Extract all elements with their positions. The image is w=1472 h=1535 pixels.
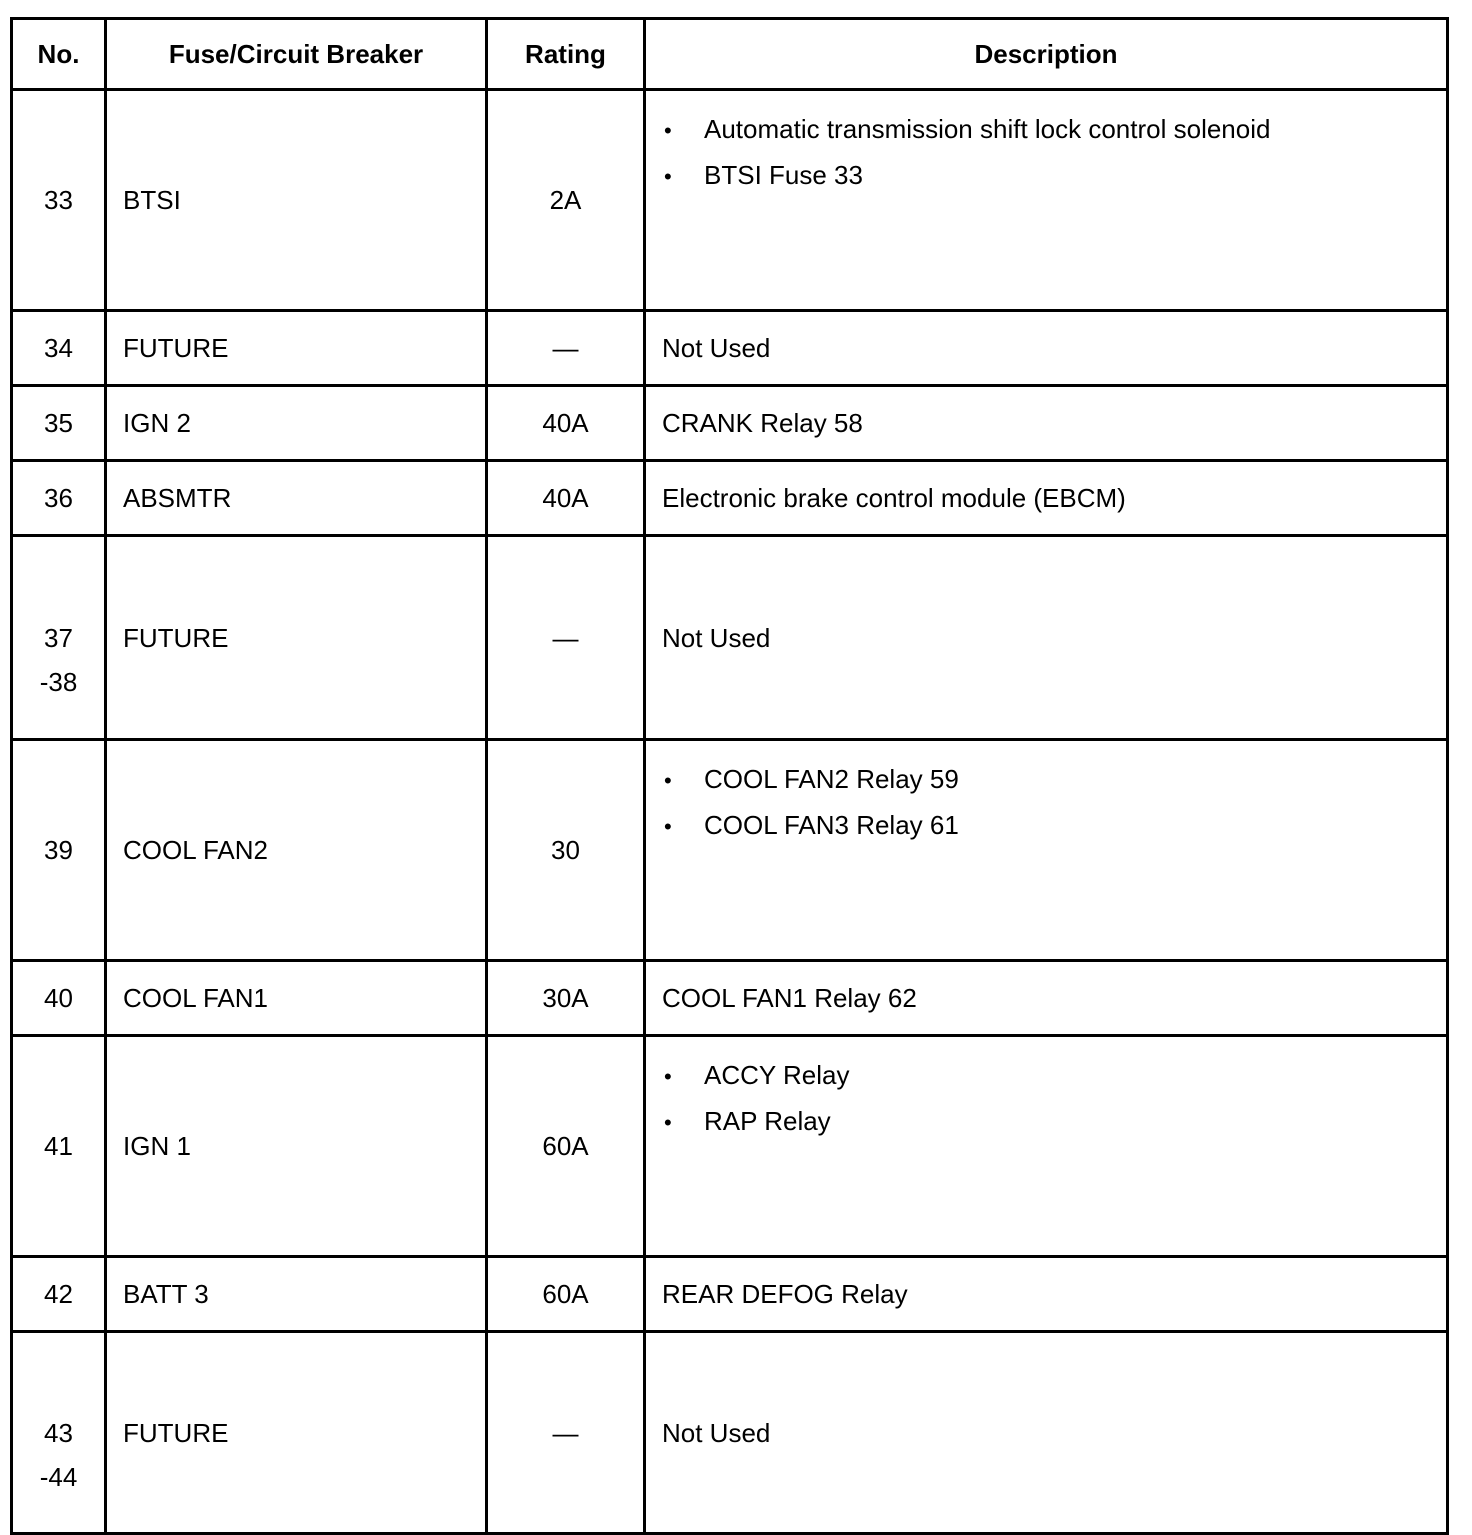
- table-row: [12, 1036, 1448, 1257]
- cell-fuse: BTSI: [106, 90, 487, 311]
- table-row: [12, 90, 1448, 311]
- no-text: 34: [44, 333, 73, 363]
- bullet-text: ACCY Relay: [704, 1060, 850, 1090]
- cell-rating: 60A: [487, 1257, 645, 1332]
- cell-no: [12, 1257, 106, 1332]
- cell-rating: 2A: [487, 90, 645, 311]
- cell-rating: —: [487, 536, 645, 740]
- bullet-icon: •: [664, 118, 672, 143]
- cell-rating: 40A: [487, 386, 645, 461]
- cell-fuse: COOL FAN1: [106, 961, 487, 1036]
- cell-fuse: COOL FAN2: [106, 740, 487, 961]
- header-no: No.: [12, 19, 106, 90]
- no-text: 40: [44, 983, 73, 1013]
- cell-description: Electronic brake control module (EBCM): [645, 461, 1448, 536]
- cell-no: [12, 90, 106, 311]
- cell-fuse: FUTURE: [106, 311, 487, 386]
- table-row: [12, 386, 1448, 461]
- bullet-item: [662, 107, 1446, 153]
- cell-description: CRANK Relay 58: [645, 386, 1448, 461]
- cell-rating: 40A: [487, 461, 645, 536]
- cell-fuse: IGN 1: [106, 1036, 487, 1257]
- cell-no: [12, 386, 106, 461]
- header-rating: Rating: [487, 19, 645, 90]
- no-text-continuation: -44: [39, 1461, 78, 1492]
- bullet-text: RAP Relay: [704, 1106, 831, 1136]
- cell-fuse: IGN 2: [106, 386, 487, 461]
- bullet-item: [662, 153, 1446, 199]
- bullet-icon: •: [664, 164, 672, 189]
- bullet-item: [662, 1099, 1446, 1145]
- bullet-icon: •: [664, 1110, 672, 1135]
- cell-description: COOL FAN1 Relay 62: [645, 961, 1448, 1036]
- cell-fuse: ABSMTR: [106, 461, 487, 536]
- table-row: [12, 311, 1448, 386]
- cell-no: [12, 461, 106, 536]
- cell-description: REAR DEFOG Relay: [645, 1257, 1448, 1332]
- no-text: 39: [44, 835, 73, 865]
- no-text-continuation: -38: [39, 666, 78, 697]
- cell-rating: 30A: [487, 961, 645, 1036]
- no-text: 33: [44, 185, 73, 215]
- header-fuse: Fuse/Circuit Breaker: [106, 19, 487, 90]
- table-row: [12, 461, 1448, 536]
- cell-rating: 30: [487, 740, 645, 961]
- bullet-icon: •: [664, 1064, 672, 1089]
- table-row: [12, 1332, 1448, 1534]
- table-row: [12, 740, 1448, 961]
- cell-description: Not Used: [645, 1332, 1448, 1534]
- cell-fuse: FUTURE: [106, 536, 487, 740]
- bullet-text: COOL FAN3 Relay 61: [704, 810, 959, 840]
- no-text: 43: [44, 1417, 73, 1448]
- header-description: Description: [645, 19, 1448, 90]
- cell-description: [645, 90, 1448, 311]
- table-row: [12, 1257, 1448, 1332]
- cell-no: [12, 1036, 106, 1257]
- cell-no: [12, 961, 106, 1036]
- cell-description: [645, 740, 1448, 961]
- bullet-text: Automatic transmission shift lock control solenoid: [704, 114, 1271, 144]
- cell-rating: 60A: [487, 1036, 645, 1257]
- bullet-icon: •: [664, 814, 672, 839]
- no-text: 37: [44, 622, 73, 653]
- no-text: 41: [44, 1131, 73, 1161]
- bullet-text: BTSI Fuse 33: [704, 160, 863, 190]
- cell-no: [12, 536, 106, 740]
- table-row: [12, 961, 1448, 1036]
- bullet-icon: •: [664, 768, 672, 793]
- no-text: 42: [44, 1279, 73, 1309]
- cell-fuse: BATT 3: [106, 1257, 487, 1332]
- cell-rating: —: [487, 1332, 645, 1534]
- cell-no: [12, 740, 106, 961]
- fuse-table-container: [10, 17, 1446, 1535]
- cell-description: Not Used: [645, 311, 1448, 386]
- cell-rating: —: [487, 311, 645, 386]
- table-row: [12, 536, 1448, 740]
- cell-no: [12, 311, 106, 386]
- bullet-item: [662, 757, 1446, 803]
- bullet-item: [662, 1053, 1446, 1099]
- no-text: 36: [44, 483, 73, 513]
- cell-fuse: FUTURE: [106, 1332, 487, 1534]
- fuse-table: [10, 17, 1449, 1535]
- table-header-row: [12, 19, 1448, 90]
- bullet-item: [662, 803, 1446, 849]
- cell-description: [645, 1036, 1448, 1257]
- cell-no: [12, 1332, 106, 1534]
- bullet-text: COOL FAN2 Relay 59: [704, 764, 959, 794]
- no-text: 35: [44, 408, 73, 438]
- cell-description: Not Used: [645, 536, 1448, 740]
